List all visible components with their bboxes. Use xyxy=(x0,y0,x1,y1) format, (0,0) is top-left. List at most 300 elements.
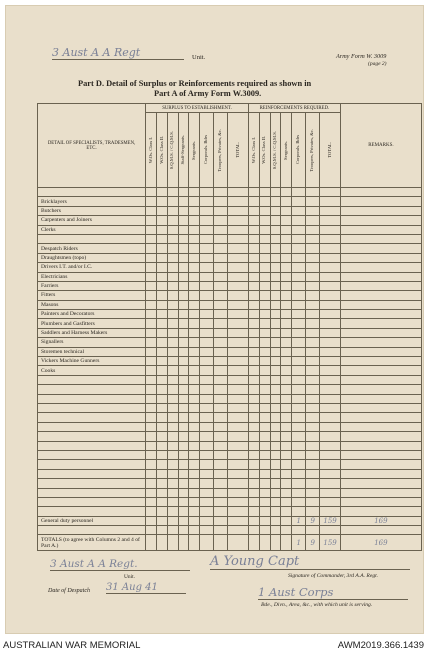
grid-cell xyxy=(146,300,157,309)
grid-cell xyxy=(292,310,306,319)
grid-cell xyxy=(146,535,157,551)
grid-cell xyxy=(259,300,270,309)
grid-cell xyxy=(214,234,228,243)
grid-cell xyxy=(228,300,249,309)
grid-cell xyxy=(167,375,178,384)
grid-cell xyxy=(228,516,249,525)
grid-cell xyxy=(270,394,281,403)
grid-cell xyxy=(146,441,157,450)
grid-cell xyxy=(228,366,249,375)
grid-cell xyxy=(214,469,228,478)
grid-cell xyxy=(214,375,228,384)
grid-cell xyxy=(306,422,320,431)
grid-cell xyxy=(228,197,249,206)
grid-cell xyxy=(214,432,228,441)
grid-cell xyxy=(320,328,341,337)
table-row xyxy=(38,469,422,478)
grid-cell xyxy=(248,394,259,403)
grid-cell xyxy=(214,347,228,356)
grid-cell xyxy=(156,338,167,347)
grid-cell xyxy=(156,253,167,262)
row-label: Vickers Machine Gunners xyxy=(38,357,146,366)
row-label xyxy=(38,507,146,516)
grid-cell xyxy=(248,197,259,206)
column-header-text: Troopers, Privates, &c. xyxy=(309,128,315,172)
grid-cell xyxy=(178,281,189,290)
row-label xyxy=(38,488,146,497)
grid-cell xyxy=(306,488,320,497)
table-row xyxy=(38,375,422,384)
grid-cell xyxy=(281,450,292,459)
row-label xyxy=(38,413,146,422)
grid-cell xyxy=(281,375,292,384)
grid-cell xyxy=(156,441,167,450)
grid-cell xyxy=(281,422,292,431)
grid-cell xyxy=(281,272,292,281)
grid-cell xyxy=(178,206,189,215)
grid-cell xyxy=(228,291,249,300)
grid-cell xyxy=(214,479,228,488)
grid-cell xyxy=(270,469,281,478)
grid-cell xyxy=(200,460,214,469)
grid-cell xyxy=(189,479,200,488)
grid-cell xyxy=(306,441,320,450)
grid-cell xyxy=(146,460,157,469)
grid-cell xyxy=(214,216,228,225)
grid-cell xyxy=(228,441,249,450)
grid-cell xyxy=(167,310,178,319)
grid-cell xyxy=(248,516,259,525)
column-header xyxy=(281,113,292,188)
grid-cell xyxy=(167,413,178,422)
row-label xyxy=(38,526,146,535)
row-label xyxy=(38,450,146,459)
grid-cell xyxy=(259,216,270,225)
grid-cell xyxy=(214,225,228,234)
grid-cell xyxy=(281,479,292,488)
grid-cell xyxy=(248,422,259,431)
grid-cell xyxy=(200,206,214,215)
grid-cell xyxy=(270,535,281,551)
grid-cell xyxy=(214,488,228,497)
table-row xyxy=(38,291,422,300)
grid-cell xyxy=(248,188,259,197)
grid-cell xyxy=(292,197,306,206)
grid-cell xyxy=(167,432,178,441)
grid-cell xyxy=(320,432,341,441)
grid-cell xyxy=(167,347,178,356)
row-label xyxy=(38,497,146,506)
grid-cell xyxy=(270,263,281,272)
table-row xyxy=(38,188,422,197)
table-row xyxy=(38,300,422,309)
grid-cell xyxy=(200,272,214,281)
grid-cell: 1 xyxy=(292,516,306,525)
grid-cell xyxy=(200,535,214,551)
grid-cell xyxy=(270,234,281,243)
document-sheet xyxy=(6,6,423,633)
row-label xyxy=(38,375,146,384)
grid-cell xyxy=(200,403,214,412)
grid-cell xyxy=(146,507,157,516)
grid-cell xyxy=(200,188,214,197)
grid-cell xyxy=(178,338,189,347)
grid-cell xyxy=(281,338,292,347)
column-header xyxy=(156,113,167,188)
grid-cell xyxy=(200,413,214,422)
grid-cell xyxy=(306,469,320,478)
row-label xyxy=(38,432,146,441)
grid-cell xyxy=(281,394,292,403)
grid-cell xyxy=(306,310,320,319)
column-header xyxy=(214,113,228,188)
grid-cell xyxy=(178,197,189,206)
grid-cell xyxy=(156,347,167,356)
grid-cell xyxy=(156,272,167,281)
grid-cell xyxy=(259,357,270,366)
grid-cell xyxy=(156,394,167,403)
grid-cell xyxy=(292,413,306,422)
grid-cell xyxy=(340,263,421,272)
grid-cell xyxy=(214,450,228,459)
grid-cell xyxy=(306,403,320,412)
grid-cell xyxy=(189,413,200,422)
grid-cell xyxy=(320,469,341,478)
grid-cell xyxy=(320,281,341,290)
grid-cell xyxy=(189,234,200,243)
grid-cell xyxy=(156,310,167,319)
grid-cell xyxy=(270,516,281,525)
grid-cell xyxy=(281,197,292,206)
grid-cell xyxy=(248,441,259,450)
grid-cell xyxy=(156,507,167,516)
grid-cell xyxy=(200,347,214,356)
grid-cell xyxy=(340,479,421,488)
grid-cell xyxy=(340,319,421,328)
grid-cell xyxy=(189,225,200,234)
grid-cell xyxy=(340,460,421,469)
grid-cell xyxy=(306,507,320,516)
grid-cell xyxy=(200,441,214,450)
row-label: Cooks xyxy=(38,366,146,375)
grid-cell xyxy=(292,281,306,290)
grid-cell xyxy=(259,450,270,459)
grid-cell xyxy=(259,328,270,337)
row-label xyxy=(38,394,146,403)
grid-cell xyxy=(320,272,341,281)
grid-cell xyxy=(292,450,306,459)
grid-cell xyxy=(340,206,421,215)
grid-cell xyxy=(214,441,228,450)
grid-cell xyxy=(167,460,178,469)
grid-cell xyxy=(200,375,214,384)
grid-cell xyxy=(306,479,320,488)
grid-cell xyxy=(200,253,214,262)
grid-cell xyxy=(178,450,189,459)
grid-cell xyxy=(340,497,421,506)
grid-cell xyxy=(306,357,320,366)
grid-cell xyxy=(248,225,259,234)
grid-cell xyxy=(248,413,259,422)
table-row xyxy=(38,526,422,535)
grid-cell xyxy=(214,253,228,262)
row-label xyxy=(38,234,146,243)
grid-cell xyxy=(340,366,421,375)
grid-cell xyxy=(156,291,167,300)
grid-cell xyxy=(200,357,214,366)
column-header xyxy=(167,113,178,188)
grid-cell xyxy=(292,328,306,337)
grid-cell xyxy=(306,197,320,206)
grid-cell xyxy=(259,385,270,394)
grid-cell xyxy=(292,497,306,506)
grid-cell xyxy=(200,507,214,516)
grid-cell xyxy=(306,375,320,384)
remarks-header: REMARKS. xyxy=(340,104,421,188)
grid-cell xyxy=(146,234,157,243)
grid-cell xyxy=(248,385,259,394)
row-label xyxy=(38,188,146,197)
grid-cell xyxy=(306,225,320,234)
table-row xyxy=(38,385,422,394)
column-header xyxy=(189,113,200,188)
grid-cell xyxy=(292,291,306,300)
grid-cell xyxy=(259,338,270,347)
grid-cell xyxy=(281,497,292,506)
grid-cell xyxy=(146,338,157,347)
grid-cell xyxy=(167,422,178,431)
grid-cell xyxy=(270,206,281,215)
grid-cell xyxy=(292,234,306,243)
grid-cell xyxy=(281,328,292,337)
grid-cell xyxy=(189,422,200,431)
grid-cell xyxy=(270,281,281,290)
grid-cell xyxy=(146,206,157,215)
signature-label: Signature of Commander, 3rd A.A. Regt. xyxy=(288,573,379,579)
grid-cell xyxy=(340,375,421,384)
grid-cell xyxy=(189,244,200,253)
grid-cell xyxy=(167,441,178,450)
grid-cell: 159 xyxy=(320,516,341,525)
detail-table xyxy=(37,103,422,551)
grid-cell xyxy=(178,488,189,497)
grid-cell xyxy=(320,479,341,488)
row-label: Farriers xyxy=(38,281,146,290)
grid-cell xyxy=(228,310,249,319)
part-title-line1: Part D. Detail of Surplus or Reinforcements required as shown in xyxy=(78,79,312,88)
grid-cell xyxy=(320,300,341,309)
grid-cell xyxy=(189,516,200,525)
grid-cell xyxy=(146,516,157,525)
grid-cell xyxy=(320,366,341,375)
part-title-line2: Part A of Army Form W.3009. xyxy=(154,89,262,98)
grid-cell xyxy=(214,272,228,281)
grid-cell xyxy=(281,244,292,253)
grid-cell xyxy=(178,385,189,394)
grid-cell xyxy=(292,375,306,384)
row-label: Painters and Decorators xyxy=(38,310,146,319)
grid-cell xyxy=(292,272,306,281)
grid-cell xyxy=(146,253,157,262)
grid-cell xyxy=(270,441,281,450)
grid-cell xyxy=(281,225,292,234)
grid-cell xyxy=(178,441,189,450)
caption-left: AUSTRALIAN WAR MEMORIAL xyxy=(3,640,141,651)
grid-cell xyxy=(167,507,178,516)
table-row xyxy=(38,432,422,441)
grid-cell xyxy=(146,422,157,431)
grid-cell xyxy=(292,479,306,488)
date-of-despatch-label: Date of Despatch xyxy=(48,588,90,594)
grid-cell xyxy=(156,450,167,459)
column-header-text: S.Q.M.S. / C.Q.M.S. xyxy=(169,130,175,170)
grid-cell xyxy=(320,403,341,412)
grid-cell xyxy=(156,366,167,375)
formation-label: Bde., Divn., Area, &c., with which unit is serving. xyxy=(261,602,373,608)
table-row xyxy=(38,244,422,253)
grid-cell xyxy=(200,328,214,337)
row-label: Draughtsmen (topo) xyxy=(38,253,146,262)
grid-cell xyxy=(228,347,249,356)
grid-cell xyxy=(306,338,320,347)
grid-cell xyxy=(189,432,200,441)
grid-cell xyxy=(156,375,167,384)
grid-cell xyxy=(178,403,189,412)
grid-cell xyxy=(270,291,281,300)
grid-cell xyxy=(167,263,178,272)
grid-cell xyxy=(156,281,167,290)
grid-cell xyxy=(306,347,320,356)
grid-cell xyxy=(320,234,341,243)
grid-cell xyxy=(281,385,292,394)
grid-cell xyxy=(146,403,157,412)
grid-cell xyxy=(259,432,270,441)
grid-cell xyxy=(156,234,167,243)
grid-cell xyxy=(214,328,228,337)
grid-cell xyxy=(167,206,178,215)
table-row xyxy=(38,516,422,525)
grid-cell xyxy=(200,216,214,225)
grid-cell xyxy=(320,497,341,506)
grid-cell xyxy=(270,460,281,469)
grid-cell xyxy=(189,497,200,506)
grid-cell xyxy=(189,281,200,290)
grid-cell xyxy=(189,206,200,215)
grid-cell xyxy=(248,497,259,506)
grid-cell xyxy=(306,272,320,281)
grid-cell xyxy=(292,347,306,356)
row-label: Plumbers and Gasfitters xyxy=(38,319,146,328)
grid-cell xyxy=(167,403,178,412)
grid-cell xyxy=(340,338,421,347)
grid-cell xyxy=(146,188,157,197)
grid-cell xyxy=(214,310,228,319)
grid-cell xyxy=(320,441,341,450)
grid-cell xyxy=(200,310,214,319)
grid-cell xyxy=(228,422,249,431)
grid-cell xyxy=(248,319,259,328)
grid-cell xyxy=(270,488,281,497)
table-row xyxy=(38,394,422,403)
grid-cell xyxy=(228,281,249,290)
column-header xyxy=(228,113,249,188)
grid-cell xyxy=(340,272,421,281)
grid-cell xyxy=(228,479,249,488)
grid-cell xyxy=(214,300,228,309)
grid-cell xyxy=(281,366,292,375)
grid-cell xyxy=(281,234,292,243)
grid-cell xyxy=(270,244,281,253)
grid-cell xyxy=(214,281,228,290)
column-header-text: W.Os. Class I. xyxy=(250,136,256,164)
grid-cell xyxy=(178,413,189,422)
grid-cell xyxy=(189,441,200,450)
grid-cell xyxy=(178,253,189,262)
table-row xyxy=(38,357,422,366)
grid-cell xyxy=(306,366,320,375)
grid-cell xyxy=(178,432,189,441)
grid-cell xyxy=(178,516,189,525)
row-label xyxy=(38,422,146,431)
grid-cell xyxy=(270,197,281,206)
grid-cell xyxy=(146,281,157,290)
grid-cell xyxy=(259,272,270,281)
grid-cell xyxy=(292,385,306,394)
grid-cell xyxy=(156,206,167,215)
grid-cell xyxy=(200,516,214,525)
grid-cell xyxy=(178,244,189,253)
grid-cell xyxy=(340,441,421,450)
grid-cell xyxy=(259,310,270,319)
grid-cell xyxy=(146,497,157,506)
column-header-text: W.Os. Class II. xyxy=(261,136,267,164)
grid-cell xyxy=(156,357,167,366)
grid-cell xyxy=(189,291,200,300)
grid-cell xyxy=(248,310,259,319)
column-header xyxy=(178,113,189,188)
table-row xyxy=(38,197,422,206)
row-label xyxy=(38,403,146,412)
signature-mark: A Young Capt xyxy=(210,554,410,570)
grid-cell xyxy=(281,403,292,412)
grid-cell xyxy=(189,197,200,206)
grid-cell xyxy=(189,253,200,262)
grid-cell xyxy=(292,300,306,309)
grid-cell xyxy=(228,403,249,412)
grid-cell xyxy=(156,432,167,441)
column-header xyxy=(270,113,281,188)
grid-cell xyxy=(270,413,281,422)
grid-cell xyxy=(156,497,167,506)
grid-cell xyxy=(340,394,421,403)
grid-cell xyxy=(248,375,259,384)
form-reference: Army Form W. 3009 xyxy=(336,53,387,60)
grid-cell xyxy=(320,244,341,253)
grid-cell xyxy=(340,328,421,337)
grid-cell xyxy=(189,347,200,356)
grid-cell xyxy=(306,291,320,300)
grid-cell xyxy=(178,460,189,469)
grid-cell xyxy=(156,526,167,535)
grid-cell xyxy=(281,347,292,356)
grid-cell xyxy=(214,507,228,516)
row-label: Butchers xyxy=(38,206,146,215)
grid-cell xyxy=(189,507,200,516)
grid-cell xyxy=(340,357,421,366)
grid-cell xyxy=(167,272,178,281)
grid-cell xyxy=(200,338,214,347)
grid-cell xyxy=(320,197,341,206)
